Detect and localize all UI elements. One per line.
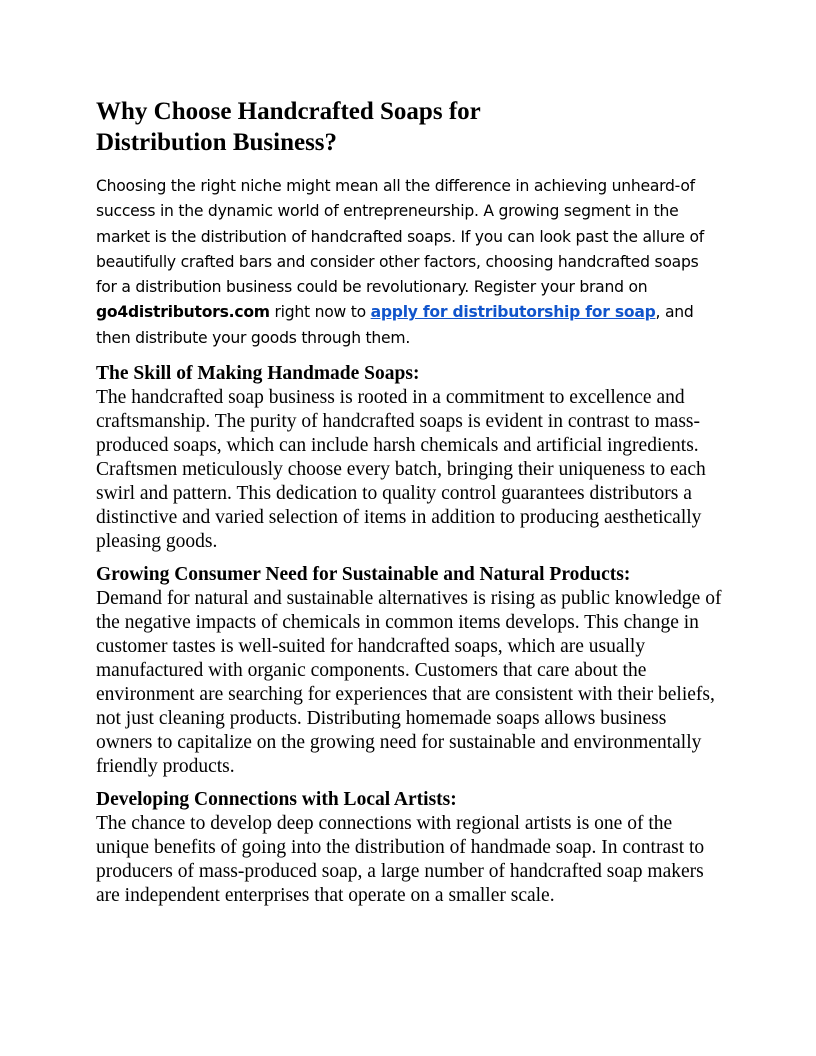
intro-text-2: right now to — [269, 303, 371, 322]
intro-paragraph — [96, 174, 722, 351]
section-skill — [96, 362, 722, 554]
section-heading: Growing Consumer Need for Sustainable and Natural Products: — [96, 564, 631, 586]
section-heading: The Skill of Making Handmade Soaps: — [96, 363, 420, 385]
document-page — [96, 96, 722, 908]
section-consumer-need — [96, 563, 722, 779]
page-title — [96, 96, 536, 158]
brand-name: go4distributors.com — [96, 303, 270, 322]
intro-text-3: , and then distribute your goods through them. — [96, 303, 694, 347]
section-heading: Developing Connections with Local Artists: — [96, 789, 457, 811]
section-local-artists — [96, 788, 722, 908]
section-body: The chance to develop deep connections with regional artists is one of the unique benefits of going into the distribution of handmade soap. In contrast to producers of mass-produced soap, a large number of handcrafted soap makers are independent enterprises that operate on a smaller scale. — [96, 813, 705, 907]
intro-text: Choosing the right niche might mean all the difference in achieving unheard-of success in the dynamic world of entrepreneurship. A growing segment in the market is the distribution of handcrafted soaps. If you can look past the allure of beautifully crafted bars and consider other factors, choosing handcrafted soaps for a distribution business could be revolutionary. Register your brand on — [96, 177, 704, 297]
title-line-1: Why Choose Handcrafted Soaps for — [96, 98, 481, 125]
distributorship-link[interactable]: apply for distributorship for soap — [370, 303, 656, 322]
section-body: The handcrafted soap business is rooted in a commitment to excellence and craftsmanship. The purity of handcrafted soaps is evident in contrast to mass-produced soaps, which can include harsh chemicals and artificial ingredients. Craftsmen meticulously choose every batch, bringing their uniqueness to each swirl and pattern. This dedication to quality control guarantees distributors a distinctive and varied selection of items in addition to producing aesthetically pleasing goods. — [96, 387, 706, 553]
section-body: Demand for natural and sustainable alternatives is rising as public knowledge of the negative impacts of chemicals in common items develops. This change in customer tastes is well-suited for handcrafted soaps, which are usually manufactured with organic components. Customers that care about the environment are searching for experiences that are consistent with their beliefs, not just cleaning products. Distributing homemade soaps allows business owners to capitalize on the growing need for sustainable and environmentally friendly products. — [96, 588, 722, 778]
title-line-2: Distribution Business? — [96, 129, 338, 156]
